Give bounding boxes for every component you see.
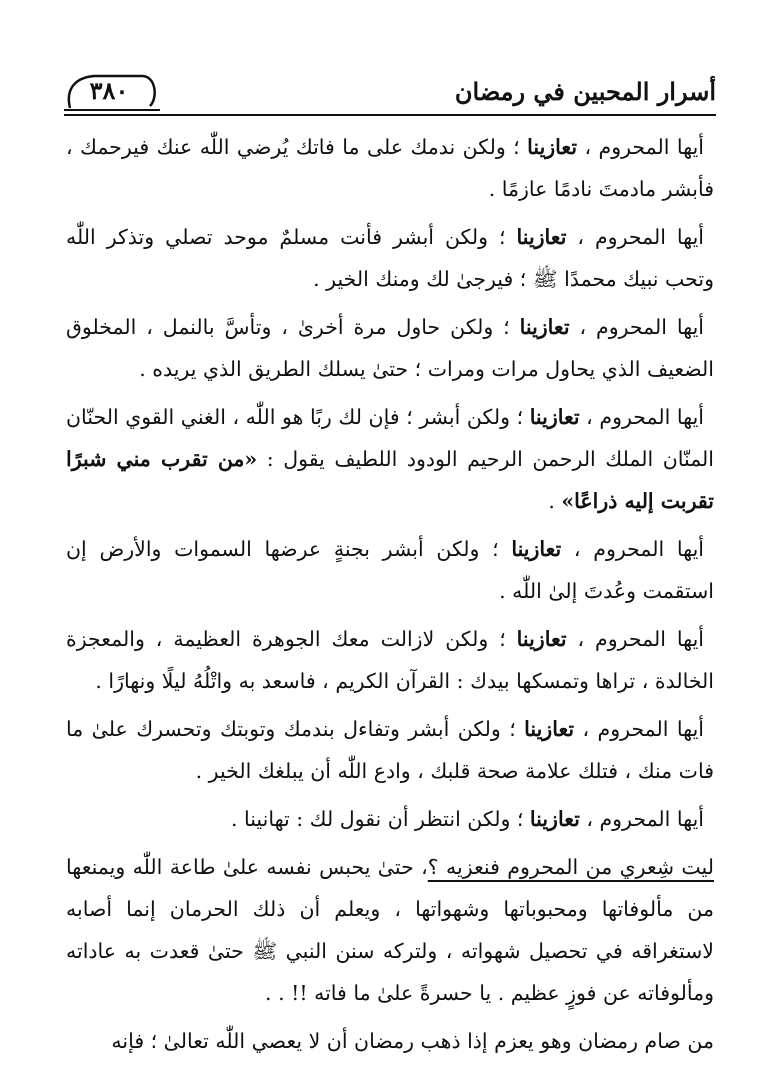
page-body (66, 126, 714, 1068)
last-line: من صام رمضان وهو يعزم إذا ذهب رمضان أن لا يعصي اللّٰه تعالىٰ ؛ فإنه (111, 1029, 714, 1053)
hadith-quote: «من تقرب مني شبرًا تقربت إليه ذراعًا» (66, 447, 714, 513)
paragraph-5 (66, 528, 714, 612)
closing-text: ، حتىٰ يحبس نفسه علىٰ طاعة اللّٰه ويمنعها من مألوفاتها ومحبوباتها وشهواتها ، ويعلم أن ذلك الحرمان إنما أصابه لاستغراقه في تحصيل شهواته ، ولتركه سنن النبي ﷺ حتىٰ قعدت به عاداته ومألوفاته عن فوزٍ عظيم . يا حسرةً علىٰ ما فاته !! . . (66, 855, 714, 1005)
paragraph-text: ؛ ولكن أبشر ؛ فإن لك ربًا هو اللّٰه ، الغني القوي الحنّان المنّان الملك الرحمن الرحيم الودود اللطيف يقول : (66, 405, 714, 471)
paragraph-opener: أيها المحروم ، (561, 537, 704, 561)
page-number-badge (64, 72, 160, 112)
paragraph-keyword: تعازينا (516, 627, 567, 651)
paragraph-7 (66, 708, 714, 792)
paragraph-opener: أيها المحروم ، (566, 627, 704, 651)
paragraph-keyword: تعازينا (527, 135, 578, 159)
paragraph-text: ؛ ولكن أبشر بجنةٍ عرضها السموات والأرض إن استقمت وعُدتَ إلىٰ اللّٰه . (66, 537, 714, 603)
paragraph-keyword: تعازينا (529, 807, 580, 831)
paragraph-keyword: تعازينا (519, 315, 570, 339)
paragraph-keyword: تعازينا (516, 225, 567, 249)
paragraph-tail: . (548, 489, 562, 513)
paragraph-4 (66, 396, 714, 522)
paragraph-text: ؛ ولكن لازالت معك الجوهرة العظيمة ، والمعجزة الخالدة ، تراها وتمسكها بيدك : القرآن الكريم ، فاسعد به واتْلُهُ ليلًا ونهارًا . (66, 627, 714, 693)
paragraph-text: ؛ ولكن حاول مرة أخرىٰ ، وتأسَّ بالنمل ، المخلوق الضعيف الذي يحاول مرات ومرات ؛ حتىٰ يسلك الطريق الذي يريده . (66, 315, 714, 381)
paragraph-2 (66, 216, 714, 300)
paragraph-keyword: تعازينا (529, 405, 580, 429)
paragraph-keyword: تعازينا (511, 537, 562, 561)
paragraph-opener: أيها المحروم ، (569, 315, 704, 339)
paragraph-opener: أيها المحروم ، (574, 717, 704, 741)
underlined-question: ليت شِعري من المحروم فنعزيه ؟ (427, 855, 714, 879)
running-title: أسرار المحبين في رمضان (454, 77, 716, 106)
header-rule (64, 114, 716, 116)
paragraph-opener: أيها المحروم ، (579, 807, 704, 831)
page-header (64, 68, 716, 116)
paragraph-text: ؛ ولكن أبشر وتفاءل بندمك وتوبتك وتحسرك علىٰ ما فات منك ، فتلك علامة صحة قلبك ، وادع اللّٰه أن يبلغك الخير . (66, 717, 714, 783)
paragraph-1 (66, 126, 714, 210)
closing-paragraph (66, 846, 714, 1014)
paragraph-6 (66, 618, 714, 702)
paragraph-3 (66, 306, 714, 390)
paragraph-text: ؛ ولكن انتظر أن نقول لك : تهانينا . (230, 807, 530, 831)
page-number: ٣٨٠ (89, 76, 129, 105)
paragraph-8 (66, 798, 714, 840)
paragraph-text: ؛ ولكن أبشر فأنت مسلمٌ موحد تصلي وتذكر اللّٰه وتحب نبيك محمدًا ﷺ ؛ فيرجىٰ لك ومنك الخير . (66, 225, 714, 291)
paragraph-keyword: تعازينا (524, 717, 575, 741)
paragraph-text: ؛ ولكن ندمك على ما فاتك يُرضي اللّٰه عنك فيرحمك ، فأبشر مادمتَ نادمًا عازمًا . (66, 135, 714, 201)
paragraph-opener: أيها المحروم ، (566, 225, 704, 249)
paragraph-opener: أيها المحروم ، (579, 405, 704, 429)
paragraph-opener: أيها المحروم ، (577, 135, 704, 159)
